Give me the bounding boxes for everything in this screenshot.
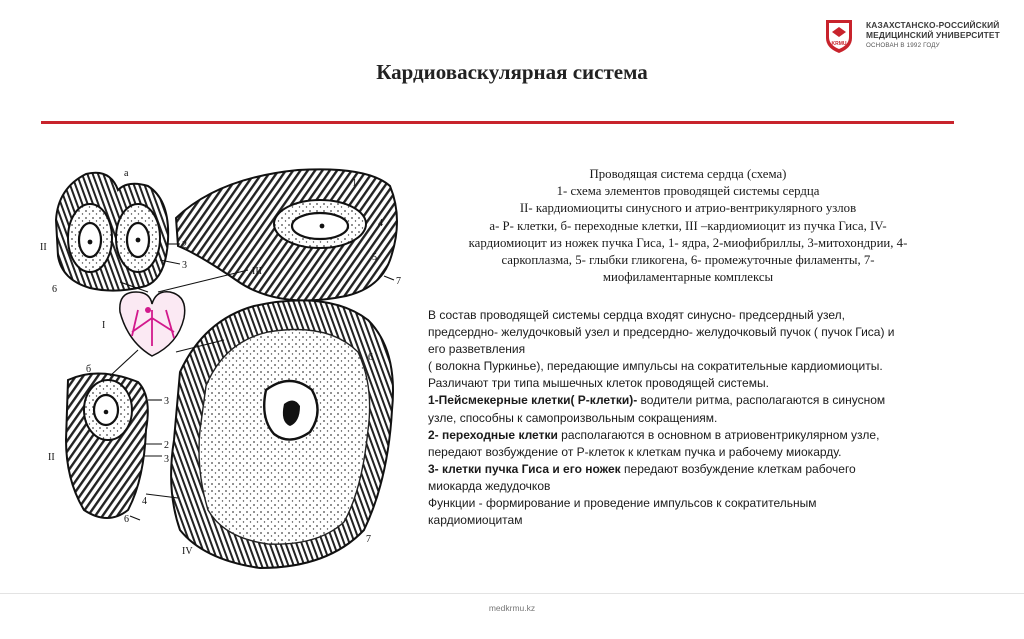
intro-line-3: его разветвления [428,342,526,357]
label-roman-III: III [252,266,262,277]
label-roman-II-bottom: II [48,452,55,463]
label-a: а [124,168,129,179]
university-line-2: МЕДИЦИНСКИЙ УНИВЕРСИТЕТ [866,30,1000,40]
caption-line: а- Р- клетки, б- переходные клетки, III –кардиомиоцит из пучка Гиса, IV- [489,218,887,233]
item-1 [428,392,988,409]
label-7b: 7 [366,534,371,545]
label-b: б [86,364,92,375]
label-3b: 3 [164,396,169,407]
bundle-branch-cell-drawing [171,300,393,568]
caption-line: 1- схема элементов проводящей системы сердца [556,184,820,199]
item-1-title: 1-Пейсмекерные клетки( Р-клетки)- [428,393,638,408]
item-2-title: 2- переходные клетки [428,427,558,442]
caption-line: кардиомиоцит из ножек пучка Гиса, 1- ядра, 2-миофибриллы, 3-митохондрии, 4- [468,235,908,250]
item-3-title: 3- клетки пучка Гиса и его ножек [428,461,621,476]
title-underline [41,121,954,124]
intro-line-2: предсердно- желудочковый узел и предсердно- желудочковый пучок ( пучок Гиса) и [428,325,895,340]
caption-line: саркоплазма, 5- глыбки гликогена, 6- промежуточные филаменты, 7- [501,253,875,268]
transitional-cell-drawing [66,373,148,518]
caption-line: II- кардиомиоциты синусного и атрио-вентрикулярного узлов [519,201,857,216]
label-4b: 4 [142,496,147,507]
heart-schematic [120,292,185,356]
item-3 [428,461,988,478]
item-2-cont: передают возбуждение от Р-клеток к клеткам пучка и рабочему миокарду. [428,444,842,459]
types-line: Различают три типа мышечных клеток проводящей системы. [428,376,769,391]
label-1: 1 [352,178,357,189]
university-founded: ОСНОВАН В 1992 ГОДУ [866,42,940,49]
university-logo [824,18,854,54]
label-2: 2 [182,240,187,251]
university-name [866,20,1016,49]
item-3-cont: миокарда жедудочков [428,478,551,493]
label-6b: 6 [124,514,129,525]
label-roman-I: I [102,320,106,331]
label-2b: 2 [164,440,169,451]
figure-caption [428,166,948,286]
functions-line-1: Функции - формирование и проведение импульсов к сократительным [428,496,817,511]
label-3c: 3 [164,454,169,465]
label-3: 3 [182,260,187,271]
footer-divider [0,593,1024,594]
caption-line: Проводящая система сердца (схема) [589,167,787,181]
item-2 [428,427,988,444]
intro-line-1: В состав проводящей системы сердца входят синусно- предсердный узел, [428,308,845,322]
slide-title: Кардиоваскулярная система [376,60,648,84]
label-7: 7 [396,276,401,287]
conduction-system-figure [28,160,408,580]
footer-site: medkrmu.kz [488,603,536,613]
svg-text:KRMU: KRMU [831,41,847,47]
label-roman-IV: IV [182,546,193,557]
intro-line-4: ( волокна Пуркинье), передающие импульсы на сократительные кардиомиоциты. [428,359,883,374]
functions-line-2: кардиомиоцитам [428,513,523,528]
his-bundle-cell-drawing [176,169,397,300]
label-6c: 6 [368,352,373,363]
caption-line: миофиламентарные комплексы [602,270,774,285]
p-cells-drawing [56,173,168,291]
item-1-cont: узле, способны к самопроизвольным сокращениям. [428,410,718,425]
item-1-text: водители ритма, располагаются в синусном [637,393,886,408]
item-2-text: располагаются в основном в атриовентрикулярном узле, [557,427,880,442]
body-text [428,307,988,529]
label-5: 5 [372,252,377,263]
label-4: 4 [378,218,383,229]
item-3-text: передают возбуждение клеткам рабочего [620,461,856,476]
university-line-1: КАЗАХСТАНСКО-РОССИЙСКИЙ [866,20,1000,30]
label-6: 6 [52,284,57,295]
label-roman-II-top: II [40,242,47,253]
